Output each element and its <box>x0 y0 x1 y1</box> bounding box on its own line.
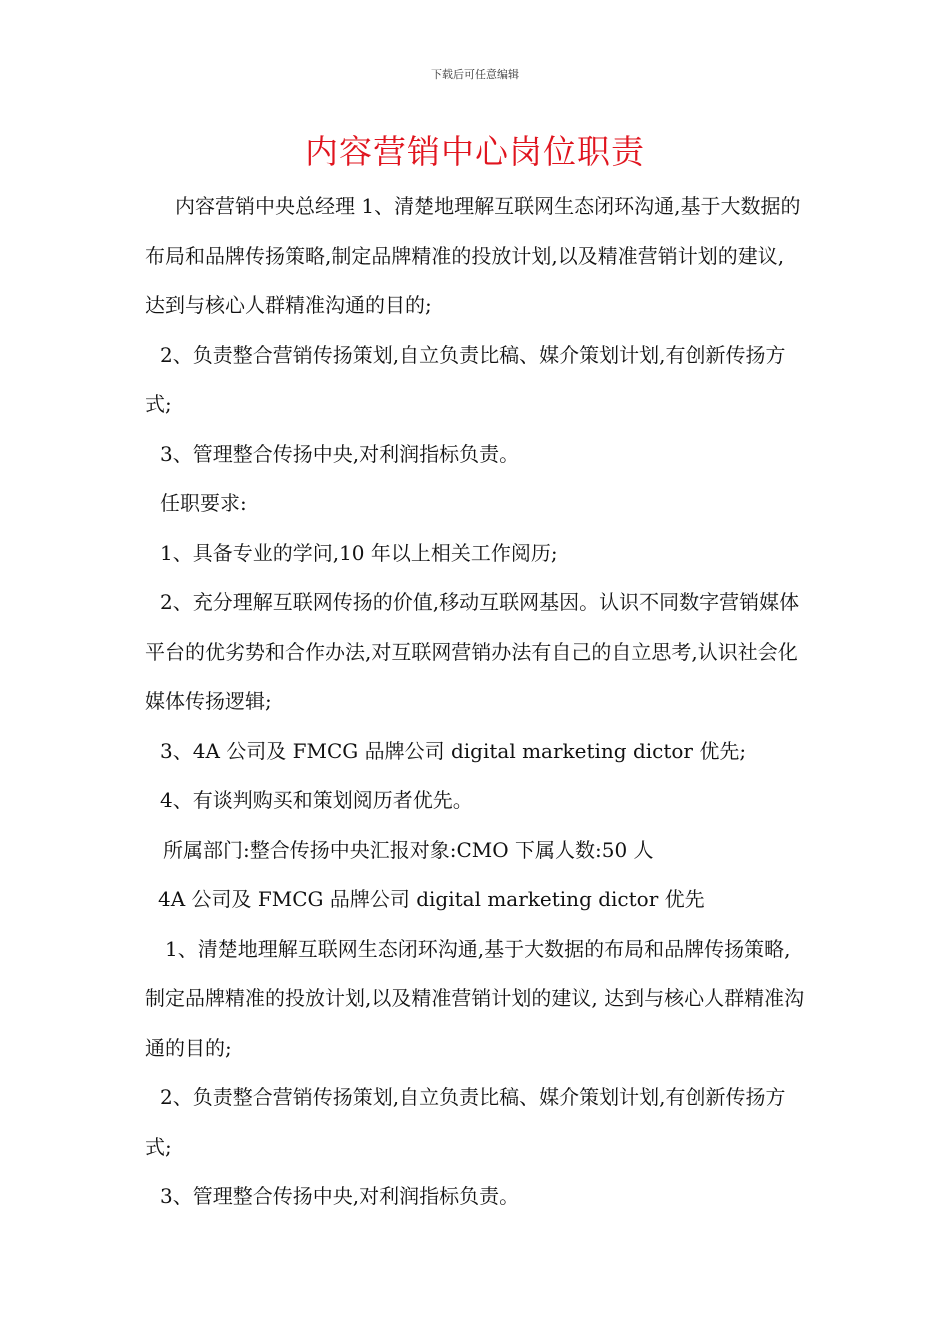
paragraph-duty-1: 内容营销中央总经理 1、清楚地理解互联网生态闭环沟通,基于大数据的布局和品牌传扬策略,制定品牌精准的投放计划,以及精准营销计划的建议, 达到与核心人群精准沟通的目的; <box>145 194 801 317</box>
document-body <box>145 182 810 1222</box>
paragraph-department-info: 所属部门:整合传扬中央汇报对象:CMO 下属人数:50 人 <box>163 837 654 862</box>
header-note: 下载后可任意编辑 <box>431 68 519 81</box>
page-title: 内容营销中心岗位职责 <box>305 132 645 171</box>
paragraph-requirement-2: 2、充分理解互联网传扬的价值,移动互联网基因。认识不同数字营销媒体平台的优劣势和合作办法,对互联网营销办法有自己的自立思考,认识社会化媒体传扬逻辑; <box>145 590 800 713</box>
paragraph-duty-3: 3、管理整合传扬中央,对利润指标负责。 <box>160 441 520 466</box>
paragraph-preferred: 4A 公司及 FMCG 品牌公司 digital marketing dictor 优先 <box>158 887 705 911</box>
paragraph-requirement-4: 4、有谈判购买和策划阅历者优先。 <box>160 788 473 812</box>
paragraph-duty-2: 2、负责整合营销传扬策划,自立负责比稿、媒介策划计划,有创新传扬方式; <box>145 342 786 416</box>
paragraph-repeat-duty-1: 1、清楚地理解互联网生态闭环沟通,基于大数据的布局和品牌传扬策略,制定品牌精准的投放计划,以及精准营销计划的建议, 达到与核心人群精准沟通的目的; <box>145 936 805 1060</box>
paragraph-requirements-heading: 任职要求: <box>160 491 247 515</box>
paragraph-repeat-duty-3: 3、管理整合传扬中央,对利润指标负责。 <box>160 1184 520 1208</box>
paragraph-repeat-duty-2: 2、负责整合营销传扬策划,自立负责比稿、媒介策划计划,有创新传扬方式; <box>145 1085 786 1159</box>
paragraph-requirement-1: 1、具备专业的学问,10 年以上相关工作阅历; <box>160 540 558 565</box>
paragraph-requirement-3: 3、4A 公司及 FMCG 品牌公司 digital marketing dictor 优先; <box>160 738 747 763</box>
